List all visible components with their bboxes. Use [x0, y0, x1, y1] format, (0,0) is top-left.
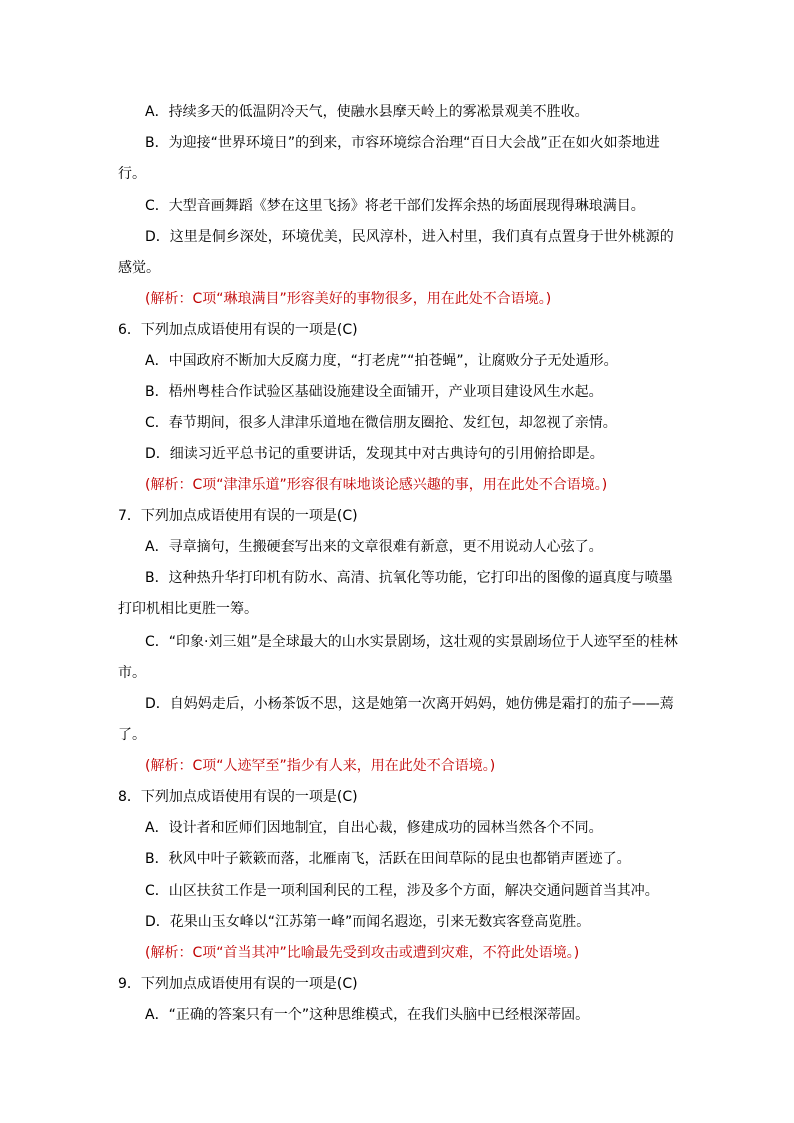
- q7-option-c: C．“印象·刘三姐”是全球最大的山水实景剧场，这壮观的实景剧场位于人迹罕至的桂林市。: [118, 634, 678, 681]
- q7-stem: 7．下列加点成语使用有误的一项是(C): [118, 508, 358, 524]
- q6-option-b: B．梧州粤桂合作试验区基础设施建设全面铺开，产业项目建设风生水起。: [145, 384, 603, 400]
- q6-option-d: D．细读习近平总书记的重要讲话，发现其中对古典诗句的引用俯拾即是。: [145, 446, 604, 462]
- q8-analysis: (解析：C项“首当其冲”比喻最先受到攻击或遭到灾难，不符此处语境。): [145, 945, 580, 961]
- q6-stem: 6．下列加点成语使用有误的一项是(C): [118, 322, 358, 338]
- q6-option-a: A．中国政府不断加大反腐力度，“打老虎”“拍苍蝇”，让腐败分子无处遁形。: [145, 353, 618, 369]
- q7-option-a: A．寻章摘句，生搬硬套写出来的文章很难有新意，更不用说动人心弦了。: [145, 539, 603, 555]
- q6-option-c: C．春节期间，很多人津津乐道地在微信朋友圈抢、发红包，却忽视了亲情。: [145, 415, 617, 431]
- q5-option-a: A．持续多天的低温阴冷天气，使融水县摩天岭上的雾凇景观美不胜收。: [145, 104, 589, 120]
- q8-option-b: B．秋风中叶子簌簌而落，北雁南飞，活跃在田间草际的昆虫也都销声匿迹了。: [145, 851, 631, 867]
- q8-option-c: C．山区扶贫工作是一项利国利民的工程，涉及多个方面，解决交通问题首当其冲。: [145, 883, 659, 899]
- q7-analysis: (解析：C项“人迹罕至”指少有人来，用在此处不合语境。): [145, 758, 496, 774]
- q7-option-b: B．这种热升华打印机有防水、高清、抗氧化等功能，它打印出的图像的逼真度与喷墨打印机相比更胜一筹。: [118, 570, 673, 617]
- q9-option-a: A．“正确的答案只有一个”这种思维模式，在我们头脑中已经根深蒂固。: [145, 1007, 590, 1023]
- q8-option-a: A．设计者和匠师们因地制宜，自出心裁，修建成功的园林当然各个不同。: [145, 820, 603, 836]
- q8-stem: 8．下列加点成语使用有误的一项是(C): [118, 789, 358, 805]
- q9-stem: 9．下列加点成语使用有误的一项是(C): [118, 976, 358, 992]
- q5-option-c: C．大型音画舞蹈《梦在这里飞扬》将老干部们发挥余热的场面展现得琳琅满目。: [145, 198, 645, 214]
- q5-option-d: D．这里是侗乡深处，环境优美，民风淳朴，进入村里，我们真有点置身于世外桃源的感觉。: [118, 229, 674, 276]
- q6-analysis: (解析：C项“津津乐道”形容很有味地谈论感兴趣的事，用在此处不合语境。): [145, 477, 608, 493]
- q5-option-b: B．为迎接“世界环境日”的到来，市容环境综合治理“百日大会战”正在如火如荼地进行。: [118, 135, 660, 182]
- q7-option-d: D．自妈妈走后，小杨茶饭不思，这是她第一次离开妈妈，她仿佛是霜打的茄子——蔫了。: [118, 696, 674, 743]
- q8-option-d: D．花果山玉女峰以“江苏第一峰”而闻名遐迩，引来无数宾客登高览胜。: [145, 914, 591, 930]
- q5-analysis: (解析：C项“琳琅满目”形容美好的事物很多，用在此处不合语境。): [145, 291, 552, 307]
